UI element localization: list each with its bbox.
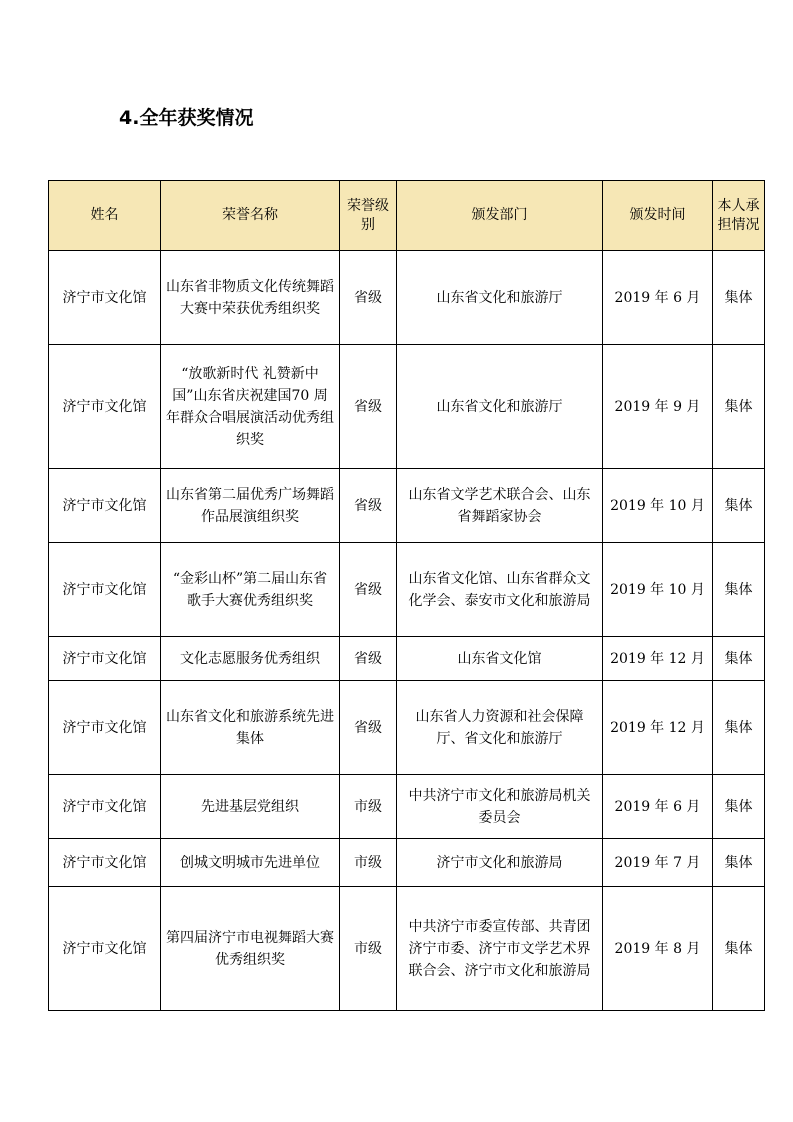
header-issuer: 颁发部门 [397,181,603,251]
cell-level: 省级 [340,345,397,469]
cell-level: 省级 [340,543,397,637]
cell-date: 2019 年 7 月 [603,839,713,887]
header-role: 本人承担情况 [713,181,765,251]
cell-honor: “放歌新时代 礼赞新中国”山东省庆祝建国70 周年群众合唱展演活动优秀组织奖 [161,345,340,469]
table-row [49,839,765,887]
header-honor: 荣誉名称 [161,181,340,251]
cell-date: 2019 年 10 月 [603,469,713,543]
cell-role: 集体 [713,469,765,543]
awards-table [48,180,765,1011]
cell-name: 济宁市文化馆 [49,775,161,839]
cell-role: 集体 [713,887,765,1011]
cell-issuer: 山东省文学艺术联合会、山东省舞蹈家协会 [397,469,603,543]
table-row [49,251,765,345]
cell-date: 2019 年 6 月 [603,775,713,839]
cell-honor: 先进基层党组织 [161,775,340,839]
cell-level: 省级 [340,251,397,345]
cell-honor: 山东省文化和旅游系统先进集体 [161,681,340,775]
cell-level: 省级 [340,637,397,681]
cell-honor: “金彩山杯”第二届山东省歌手大赛优秀组织奖 [161,543,340,637]
table-row [49,345,765,469]
cell-issuer: 山东省文化和旅游厅 [397,345,603,469]
cell-name: 济宁市文化馆 [49,345,161,469]
cell-level: 市级 [340,775,397,839]
cell-honor: 创城文明城市先进单位 [161,839,340,887]
table-row [49,637,765,681]
table-row [49,681,765,775]
cell-level: 市级 [340,839,397,887]
cell-issuer: 山东省文化馆 [397,637,603,681]
cell-name: 济宁市文化馆 [49,887,161,1011]
cell-role: 集体 [713,251,765,345]
cell-role: 集体 [713,345,765,469]
cell-level: 省级 [340,469,397,543]
header-name: 姓名 [49,181,161,251]
cell-role: 集体 [713,637,765,681]
cell-name: 济宁市文化馆 [49,681,161,775]
cell-issuer: 山东省人力资源和社会保障厅、省文化和旅游厅 [397,681,603,775]
section-heading: 4.全年获奖情况 [119,107,254,129]
table-header-row [49,181,765,251]
cell-issuer: 中共济宁市委宣传部、共青团济宁市委、济宁市文学艺术界联合会、济宁市文化和旅游局 [397,887,603,1011]
cell-issuer: 山东省文化和旅游厅 [397,251,603,345]
cell-name: 济宁市文化馆 [49,251,161,345]
cell-name: 济宁市文化馆 [49,637,161,681]
cell-date: 2019 年 10 月 [603,543,713,637]
header-date: 颁发时间 [603,181,713,251]
cell-name: 济宁市文化馆 [49,839,161,887]
table-row [49,543,765,637]
header-level: 荣誉级别 [340,181,397,251]
cell-date: 2019 年 9 月 [603,345,713,469]
cell-honor: 山东省非物质文化传统舞蹈大赛中荣获优秀组织奖 [161,251,340,345]
cell-issuer: 中共济宁市文化和旅游局机关委员会 [397,775,603,839]
cell-date: 2019 年 12 月 [603,681,713,775]
cell-date: 2019 年 6 月 [603,251,713,345]
table-row [49,775,765,839]
cell-honor: 山东省第二届优秀广场舞蹈作品展演组织奖 [161,469,340,543]
cell-level: 市级 [340,887,397,1011]
cell-name: 济宁市文化馆 [49,469,161,543]
table-row [49,887,765,1011]
cell-issuer: 山东省文化馆、山东省群众文化学会、泰安市文化和旅游局 [397,543,603,637]
cell-role: 集体 [713,543,765,637]
cell-level: 省级 [340,681,397,775]
cell-date: 2019 年 8 月 [603,887,713,1011]
table-row [49,469,765,543]
cell-honor: 文化志愿服务优秀组织 [161,637,340,681]
cell-name: 济宁市文化馆 [49,543,161,637]
cell-issuer: 济宁市文化和旅游局 [397,839,603,887]
cell-date: 2019 年 12 月 [603,637,713,681]
cell-role: 集体 [713,775,765,839]
cell-role: 集体 [713,839,765,887]
cell-honor: 第四届济宁市电视舞蹈大赛优秀组织奖 [161,887,340,1011]
cell-role: 集体 [713,681,765,775]
